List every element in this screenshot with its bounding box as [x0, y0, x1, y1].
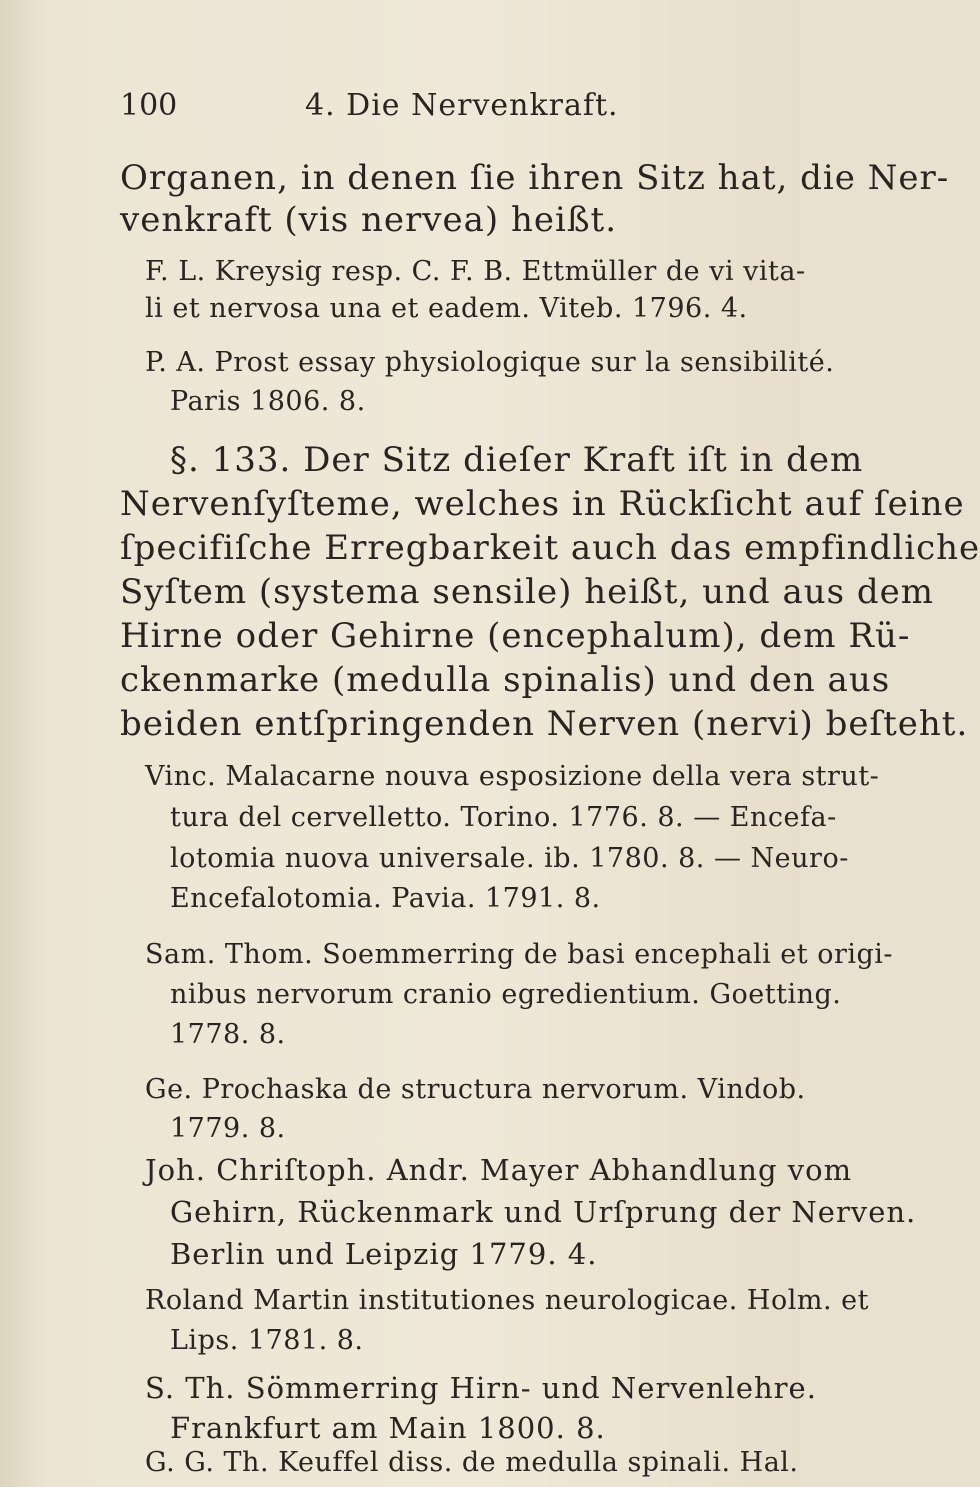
page-header: [120, 88, 740, 123]
reference-line: nibus nervorum cranio egredientium. Goetting.: [170, 979, 842, 1010]
reference-line: 1778. 8.: [170, 1019, 286, 1050]
page-number: 100: [120, 88, 178, 123]
text-line: beiden entſpringenden Nerven (nervi) beſteht.: [120, 704, 969, 744]
section-heading-line: §. 133. Der Sitz dieſer Kraft iſt in dem: [170, 440, 864, 480]
reference-line: Vinc. Malacarne nouva esposizione della vera strut-: [145, 761, 880, 792]
reference-line: Joh. Chriſtoph. Andr. Mayer Abhandlung vom: [145, 1153, 853, 1187]
reference-line: Encefalotomia. Pavia. 1791. 8.: [170, 883, 601, 914]
text-line: venkraft (vis nervea) heißt.: [120, 200, 618, 240]
reference-line: 1779. 8.: [170, 1113, 286, 1144]
reference-line: Lips. 1781. 8.: [170, 1325, 364, 1356]
reference-line: Ge. Prochaska de structura nervorum. Vindob.: [145, 1074, 806, 1105]
reference-line: Gehirn, Rückenmark und Urſprung der Nerven.: [170, 1195, 917, 1229]
reference-line: Paris 1806. 8.: [170, 386, 366, 417]
text-line: ſpecifiſche Erregbarkeit auch das empfindliche: [120, 528, 980, 568]
reference-line: lotomia nuova universale. ib. 1780. 8. — Neuro-: [170, 843, 849, 874]
text-line: ckenmarke (medulla spinalis) und den aus: [120, 660, 891, 700]
text-line: Organen, in denen ſie ihren Sitz hat, die Ner-: [120, 158, 950, 198]
reference-line: Frankfurt am Main 1800. 8.: [170, 1411, 606, 1445]
reference-line: Roland Martin institutiones neurologicae. Holm. et: [145, 1285, 869, 1316]
reference-line: Sam. Thom. Soemmerring de basi encephali et origi-: [145, 939, 894, 970]
reference-line: F. L. Kreysig resp. C. F. B. Ettmüller de vi vita-: [145, 256, 806, 287]
text-line: Nervenſyſteme, welches in Rückſicht auf ſeine: [120, 484, 965, 524]
reference-line: li et nervosa una et eadem. Viteb. 1796. 4.: [145, 293, 748, 324]
text-line: Hirne oder Gehirne (encephalum), dem Rü-: [120, 616, 911, 656]
running-head: 4. Die Nervenkraft.: [305, 88, 619, 123]
reference-line: S. Th. Sömmerring Hirn- und Nervenlehre.: [145, 1371, 817, 1405]
text-line: Syſtem (systema sensile) heißt, und aus dem: [120, 572, 935, 612]
reference-line: tura del cervelletto. Torino. 1776. 8. — Encefa-: [170, 802, 837, 833]
reference-line: Berlin und Leipzig 1779. 4.: [170, 1237, 598, 1271]
reference-line: P. A. Prost essay physiologique sur la sensibilité.: [145, 347, 835, 378]
reference-line: G. G. Th. Keuffel diss. de medulla spinali. Hal.: [145, 1447, 799, 1478]
